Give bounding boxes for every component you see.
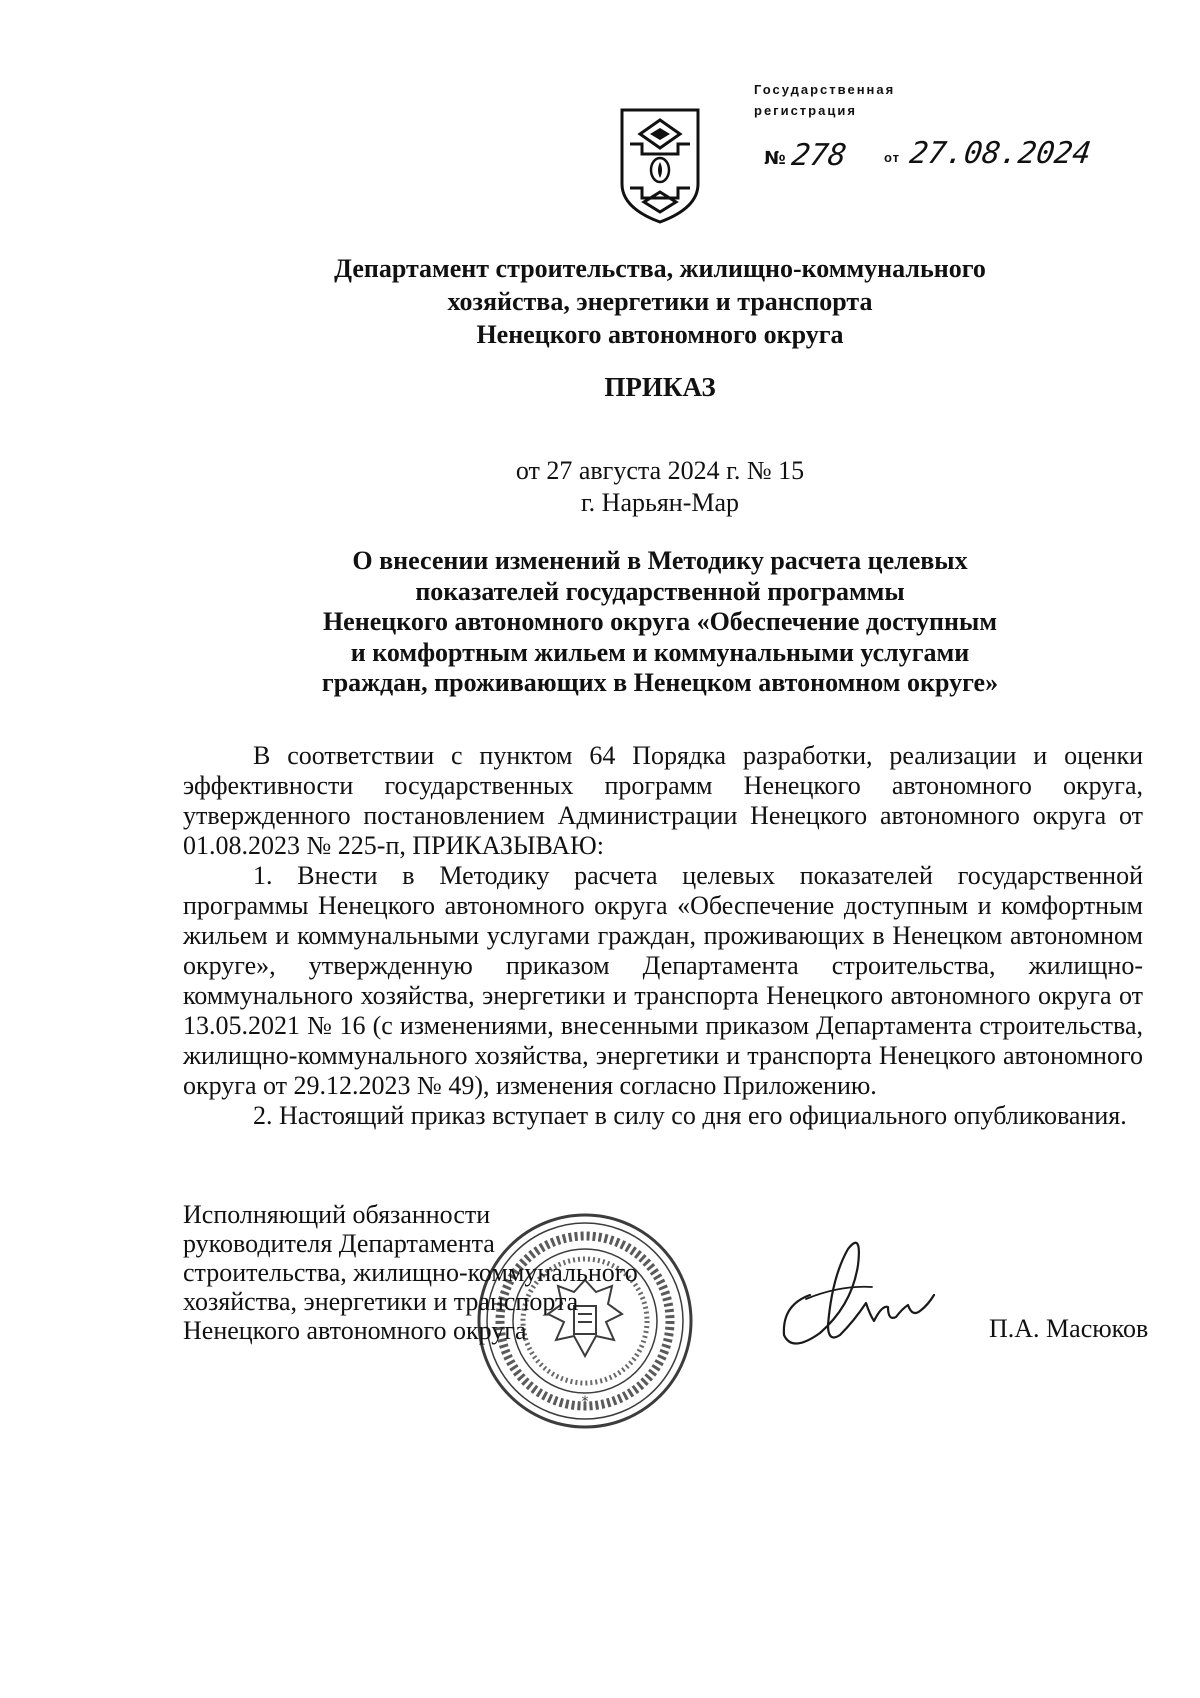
document-subject	[200, 546, 1120, 699]
registration-from-label: от	[884, 150, 900, 165]
subject-line: Ненецкого автономного округа «Обеспечение доступным	[322, 607, 998, 636]
order-item-1: 1. Внести в Методику расчета целевых показателей государственной программы Ненецкого автономного округа «Обеспечение доступным и комфортным жильем и коммунальными услугами граждан, проживающих в Ненецком автономном округе», утвержденную приказом Департамента строительства, жилищно-коммунального хозяйства, энергетики и транспорта Ненецкого автономного округа от 13.05.2021 № 16 (с изменениями, внесенными приказом Департамента строительства, жилищно-коммунального хозяйства, энергетики и транспорта Ненецкого автономного округа от 29.12.2023 № 49), изменения согласно Приложению.	[183, 861, 1143, 1100]
subject-line: показателей государственной программы	[415, 576, 905, 606]
svg-text:*: *	[581, 1394, 589, 1410]
registration-stamp	[754, 80, 1114, 180]
order-item-2: 2. Настоящий приказ вступает в силу со дня его официального опубликования.	[253, 1101, 1127, 1130]
registration-label-line1: Государственная	[754, 82, 896, 97]
registration-number: 278	[789, 138, 849, 173]
registration-date: 27.08.2024	[907, 136, 1094, 171]
department-line: Ненецкого автономного округа	[476, 320, 844, 349]
document-body	[183, 741, 1143, 1131]
signatory-title-line: строительства, жилищно-коммунального	[183, 1258, 638, 1287]
signatory-title-line: Ненецкого автономного округа	[183, 1316, 527, 1345]
department-header	[200, 252, 1120, 351]
signatory-name: П.А. Масюков	[989, 1314, 1149, 1343]
registration-number-sign: №	[764, 148, 786, 169]
document-type: ПРИКАЗ	[604, 372, 716, 402]
registration-label-line2: регистрация	[754, 103, 857, 118]
preamble-paragraph: В соответствии с пунктом 64 Порядка разработки, реализации и оценки эффективности государственных программ Ненецкого автономного округа, утвержденного постановлением Администрации Ненецкого автономного округа от 01.08.2023 № 225-п, ПРИКАЗЫВАЮ:	[183, 741, 1143, 860]
signatory-title-line: Исполняющий обязанности	[183, 1200, 491, 1229]
subject-line: О внесении изменений в Методику расчета целевых	[352, 546, 968, 575]
subject-line: и комфортным жильем и коммунальными услугами	[350, 637, 970, 667]
signature-block	[183, 1200, 703, 1345]
department-line: хозяйства, энергетики и транспорта	[447, 287, 873, 316]
signatory-title-line: руководителя Департамента	[183, 1229, 495, 1258]
department-line: Департамент строительства, жилищно-коммунального	[334, 254, 986, 283]
document-date-number: от 27 августа 2024 г. № 15	[515, 456, 805, 485]
coat-of-arms-icon	[618, 104, 702, 228]
handwritten-signature-icon	[762, 1225, 962, 1355]
subject-line: граждан, проживающих в Ненецком автономном округе»	[321, 668, 999, 697]
signatory-title-line: хозяйства, энергетики и транспорта	[183, 1287, 579, 1316]
document-city: г. Нарьян-Мар	[580, 488, 740, 517]
